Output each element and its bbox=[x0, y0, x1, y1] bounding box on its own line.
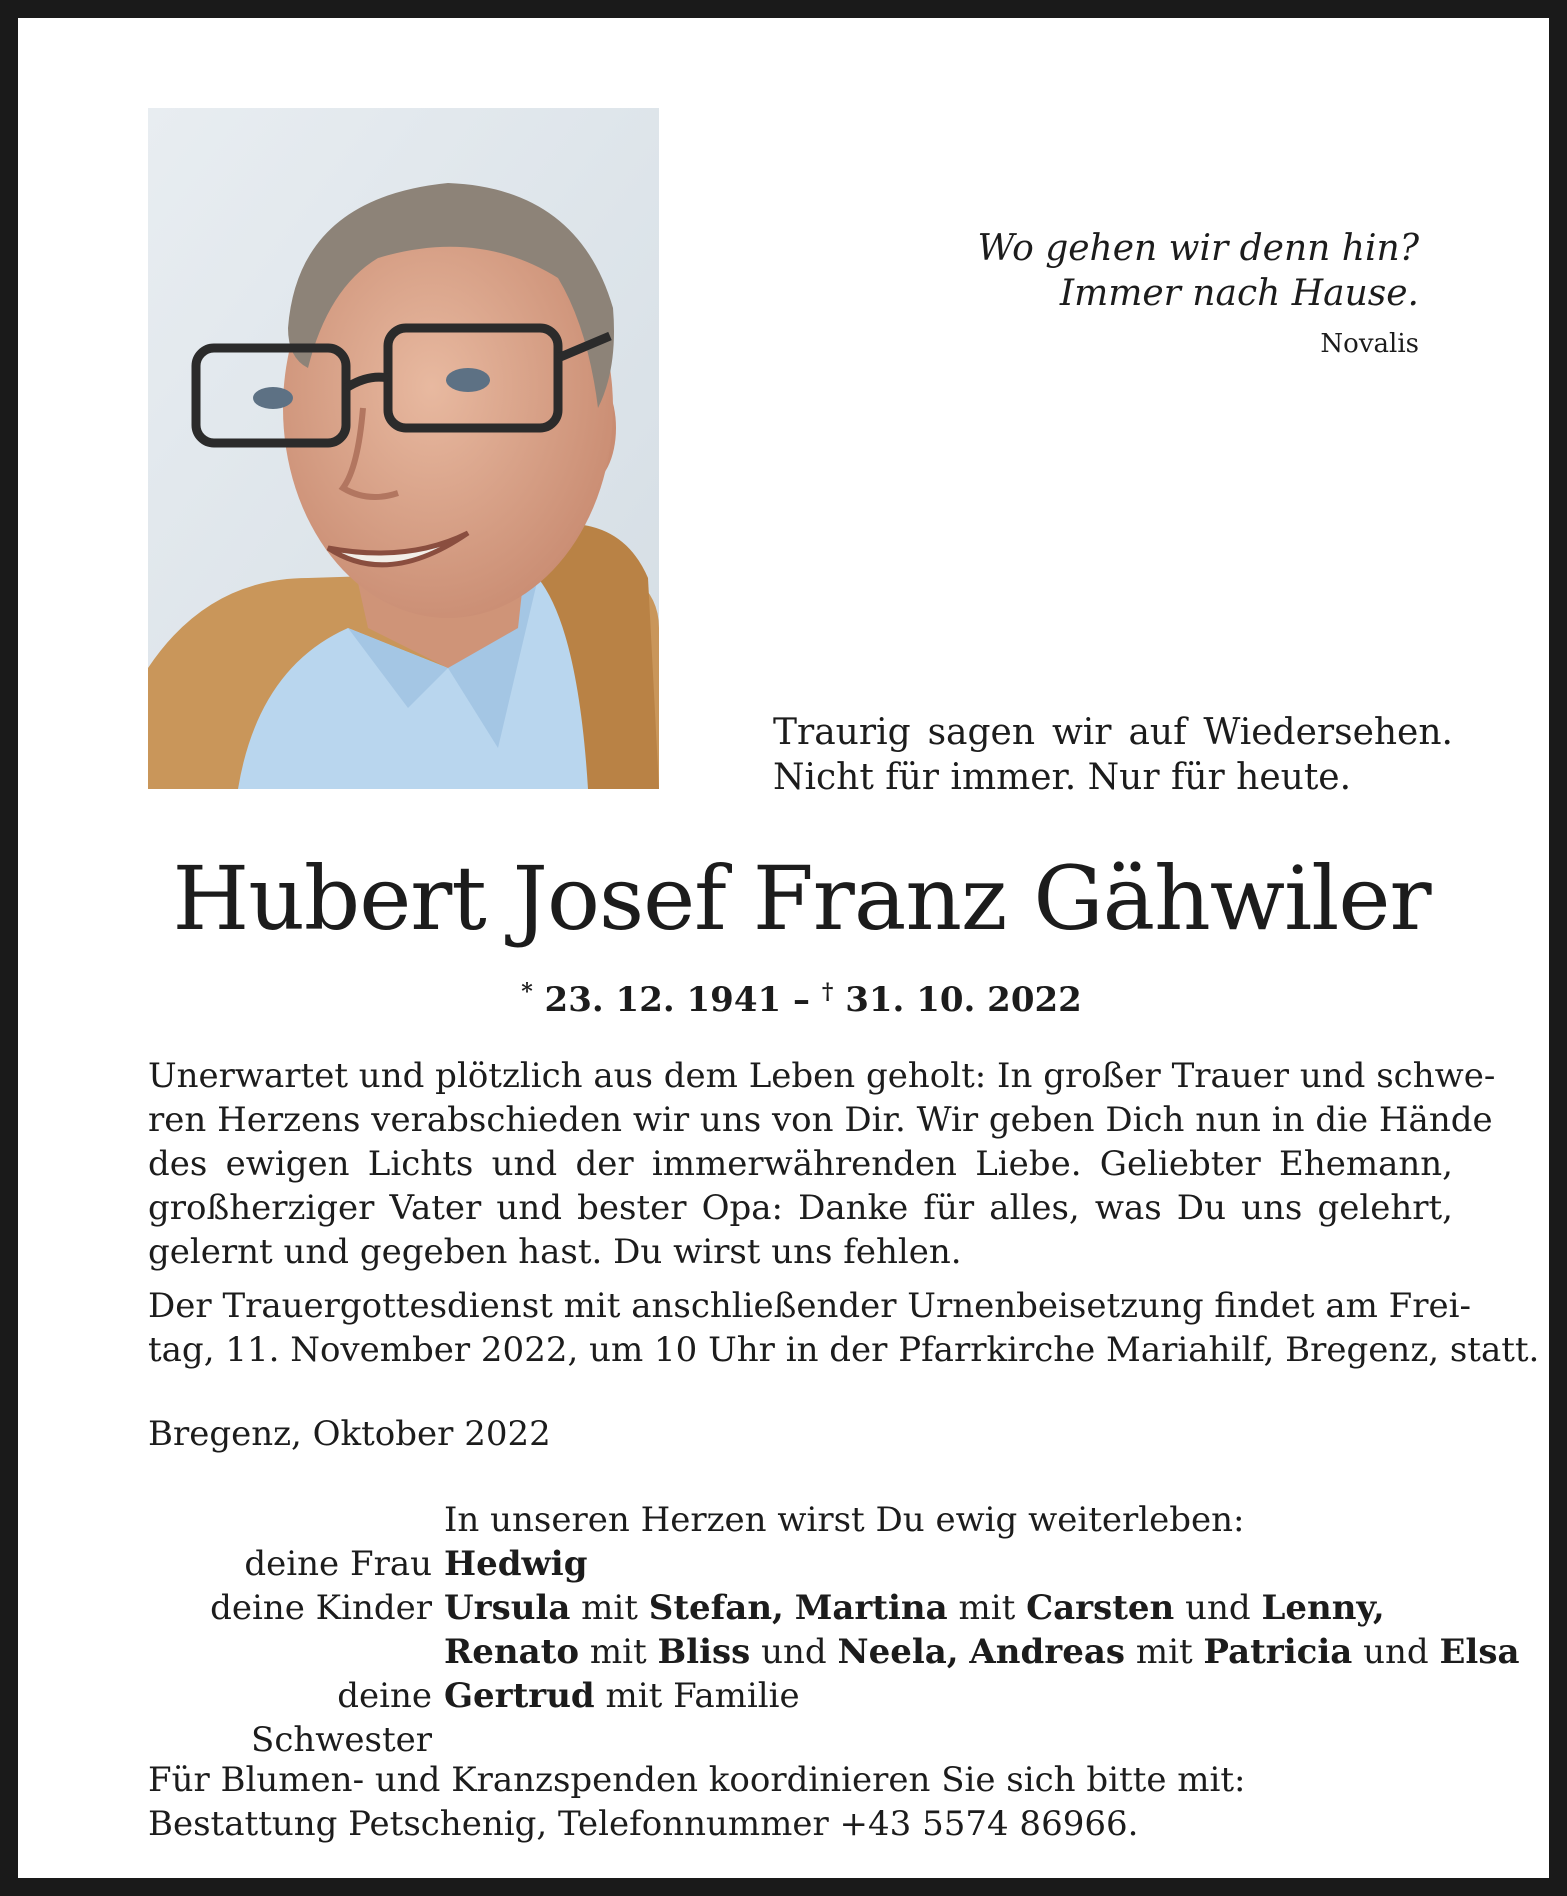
family-row-children-cont bbox=[148, 1630, 1520, 1674]
farewell-line: Nicht für immer. Nur für heute. bbox=[773, 757, 1352, 798]
family-member-name: Elsa bbox=[1439, 1632, 1520, 1672]
relation-label: deine Schwester bbox=[251, 1676, 432, 1760]
portrait-photo bbox=[148, 108, 659, 789]
paragraph-line: gelernt und gegeben hast. Du wirst uns fehlen. bbox=[148, 1232, 962, 1272]
family-row-children bbox=[148, 1586, 1453, 1630]
connector-text bbox=[784, 1588, 795, 1628]
paragraph-line: des ewigen Lichts und der immerwährenden Liebe. Geliebter Ehemann, bbox=[148, 1144, 1453, 1184]
paragraph-line: Der Trauergottesdienst mit anschließender Urnenbeisetzung findet am Frei- bbox=[148, 1286, 1471, 1326]
children-names-line-2 bbox=[444, 1630, 1520, 1674]
paragraph-line: ren Herzens verabschieden wir uns von Dir. Wir geben Dich nun in die Hände bbox=[148, 1100, 1493, 1140]
closing-line: Für Blumen- und Kranzspenden koordinieren Sie sich bitte mit: bbox=[148, 1760, 1246, 1800]
relation-label-empty bbox=[148, 1630, 444, 1674]
family-row-sister bbox=[148, 1674, 1453, 1762]
family-list bbox=[148, 1542, 1520, 1762]
farewell-text bbox=[773, 710, 1453, 800]
birth-symbol: * bbox=[521, 979, 533, 1005]
family-member-name: Bliss bbox=[657, 1632, 751, 1672]
connector-text: mit Familie bbox=[594, 1676, 800, 1716]
deceased-name: Hubert Josef Franz Gähwiler bbox=[172, 847, 1431, 950]
family-member-name: Stefan, bbox=[648, 1588, 784, 1628]
family-member-name: Ursula bbox=[444, 1588, 571, 1628]
closing-note bbox=[148, 1758, 1245, 1846]
family-member-name: Lenny, bbox=[1261, 1588, 1385, 1628]
birth-date: 23. 12. 1941 bbox=[544, 980, 782, 1020]
date-separator: – bbox=[793, 980, 810, 1020]
closing-line: Bestattung Petschenig, Telefonnummer +43 5574 86966. bbox=[148, 1804, 1139, 1844]
connector-text: mit bbox=[570, 1588, 649, 1628]
death-symbol: † bbox=[821, 979, 834, 1005]
paragraph-line: großherziger Vater und bester Opa: Danke für alles, was Du uns gelehrt, bbox=[148, 1188, 1453, 1228]
connector-text: mit bbox=[1125, 1632, 1204, 1672]
epigraph-quote bbox=[978, 226, 1419, 364]
connector-text bbox=[959, 1632, 970, 1672]
family-member-name: Neela, bbox=[837, 1632, 959, 1672]
family-member-name: Carsten bbox=[1026, 1588, 1175, 1628]
farewell-line: Traurig sagen wir auf Wiedersehen. bbox=[773, 712, 1453, 753]
family-member-name: Gertrud bbox=[444, 1676, 595, 1716]
place-date: Bregenz, Oktober 2022 bbox=[148, 1414, 551, 1454]
connector-text: und bbox=[1352, 1632, 1440, 1672]
paragraph-line: Unerwartet und plötzlich aus dem Leben geholt: In großer Trauer und schwe- bbox=[148, 1056, 1496, 1096]
family-row-wife bbox=[148, 1542, 1453, 1586]
connector-text: und bbox=[750, 1632, 838, 1672]
death-date: 31. 10. 2022 bbox=[845, 980, 1082, 1020]
quote-line: Immer nach Hause. bbox=[1059, 273, 1419, 314]
family-member-name: Renato bbox=[444, 1632, 580, 1672]
family-member-name: Hedwig bbox=[444, 1544, 588, 1584]
portrait-illustration bbox=[148, 108, 659, 789]
family-intro: In unseren Herzen wirst Du ewig weiterleben: bbox=[444, 1500, 1245, 1540]
family-member-name: Patricia bbox=[1203, 1632, 1353, 1672]
obituary-paragraph-1 bbox=[148, 1054, 1496, 1274]
relation-label: deine Kinder bbox=[210, 1588, 432, 1628]
connector-text: mit bbox=[579, 1632, 658, 1672]
children-names-line-1 bbox=[444, 1586, 1453, 1630]
connector-text: und bbox=[1174, 1588, 1262, 1628]
family-member-name: Andreas bbox=[969, 1632, 1126, 1672]
life-dates bbox=[18, 970, 1567, 1022]
family-member-name: Martina bbox=[794, 1588, 948, 1628]
quote-line: Wo gehen wir denn hin? bbox=[977, 228, 1419, 269]
connector-text: mit bbox=[947, 1588, 1027, 1628]
relation-label: deine Frau bbox=[244, 1544, 432, 1584]
paragraph-line: tag, 11. November 2022, um 10 Uhr in der Pfarrkirche Mariahilf, Bregenz, statt. bbox=[148, 1330, 1540, 1370]
quote-author: Novalis bbox=[1320, 329, 1419, 359]
obituary-paragraph-2 bbox=[148, 1284, 1540, 1372]
